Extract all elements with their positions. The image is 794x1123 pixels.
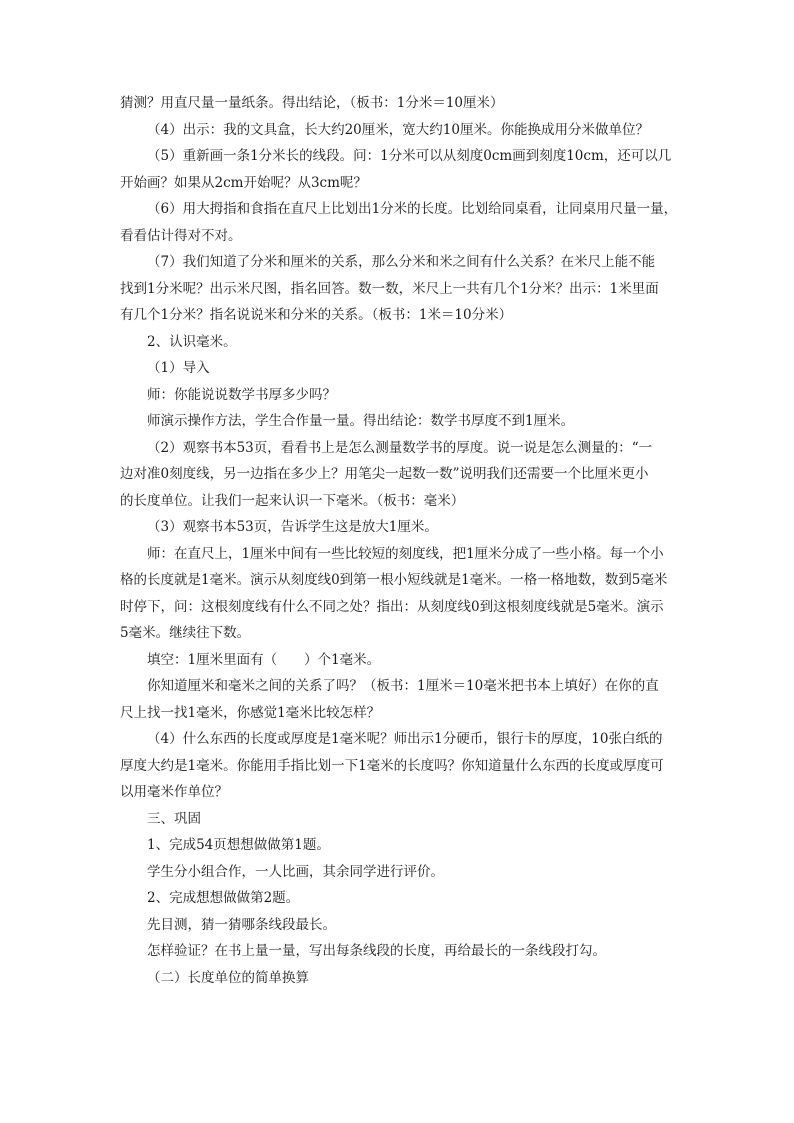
text-line: 的长度单位。让我们一起来认识一下毫米。（板书：毫米）	[120, 492, 465, 509]
text-line: 厚度大约是1毫米。你能用手指比划一下1毫米的长度吗？你知道量什么东西的长度或厚度可	[120, 757, 664, 774]
text-line: （2）观察书本53页，看看书上是怎么测量数学书的厚度。说一说是怎么测量的：“一	[147, 439, 653, 456]
text-line: 找到1分米呢？出示米尺图，指名回答。数一数，米尺上一共有几个1分米？出示：1米里面	[120, 280, 659, 297]
text-line: （7）我们知道了分米和厘米的关系，那么分米和米之间有什么关系？在米尺上能不能	[147, 254, 656, 270]
text-line: 开始画？如果从2cm开始呢？从3cm呢？	[120, 174, 367, 191]
text-line: （二）长度单位的简单换算	[147, 969, 309, 986]
text-line: 边对准0刻度线，另一边指在多少上？用笔尖一起数一数”说明我们还需要一个比厘米更小	[120, 466, 649, 482]
text-line: 怎样验证？在书上量一量，写出每条线段的长度，再给最长的一条线段打勾。	[147, 943, 606, 959]
text-line: 师：你能说说数学书厚多少吗？	[147, 386, 336, 403]
text-line: （4）出示：我的文具盒，长大约20厘米，宽大约10厘米。你能换成用分米做单位？	[147, 121, 649, 138]
text-line: （4）什么东西的长度或厚度是1毫米呢？师出示1分硬币，银行卡的厚度，10张白纸的	[147, 731, 663, 747]
text-line: 你知道厘米和毫米之间的关系了吗？（板书：1厘米＝10毫米把书本上填好）在你的直	[147, 678, 659, 694]
text-line: 三、巩固	[147, 810, 201, 827]
text-line: 猜测？用直尺量一量纸条。得出结论，（板书：1分米＝10厘米）	[120, 95, 504, 111]
text-line: 填空：1厘米里面有（ ）个1毫米。	[147, 651, 381, 668]
text-line: 5毫米。继续往下数。	[120, 625, 251, 641]
text-line: 格的长度就是1毫米。演示从刻度线0到第一根小短线就是1毫米。一格一格地数，数到5毫米	[120, 572, 668, 588]
text-line: （5）重新画一条1分米长的线段。问：1分米可以从刻度0cm画到刻度10cm，还可以几	[147, 148, 672, 164]
text-line: 时停下，问：这根刻度线有什么不同之处？指出：从刻度线0到这根刻度线就是5毫米。演示	[120, 598, 664, 615]
text-line: 学生分小组合作，一人比画，其余同学进行评价。	[147, 863, 444, 880]
text-line: 师演示操作方法，学生合作量一量。得出结论：数学书厚度不到1厘米。	[147, 413, 575, 429]
text-line: 有几个1分米？指名说说米和分米的关系。（板书：1米＝10分米）	[120, 307, 513, 323]
text-line: （6）用大拇指和食指在直尺上比划出1分米的长度。比划给同桌看，让同桌用尺量一量，	[147, 201, 678, 217]
text-line: 先目测，猜一猜哪条线段最长。	[147, 916, 336, 933]
text-line: 1、完成54页想想做做第1题。	[147, 837, 330, 853]
text-line: （1）导入	[147, 360, 210, 376]
document-body	[120, 90, 676, 991]
text-line: 尺上找一找1毫米，你感觉1毫米比较怎样？	[120, 704, 381, 721]
text-line: 师：在直尺上，1厘米中间有一些比较短的刻度线，把1厘米分成了一些小格。每一个小	[147, 545, 664, 562]
text-line: 看看估计得对不对。	[120, 227, 242, 244]
text-line: 2、认识毫米。	[147, 333, 237, 350]
text-line: 2、完成想想做做第2题。	[147, 890, 300, 906]
text-line: 以用毫米作单位？	[120, 784, 228, 800]
text-line: （3）观察书本53页，告诉学生这是放大1厘米。	[147, 519, 438, 535]
